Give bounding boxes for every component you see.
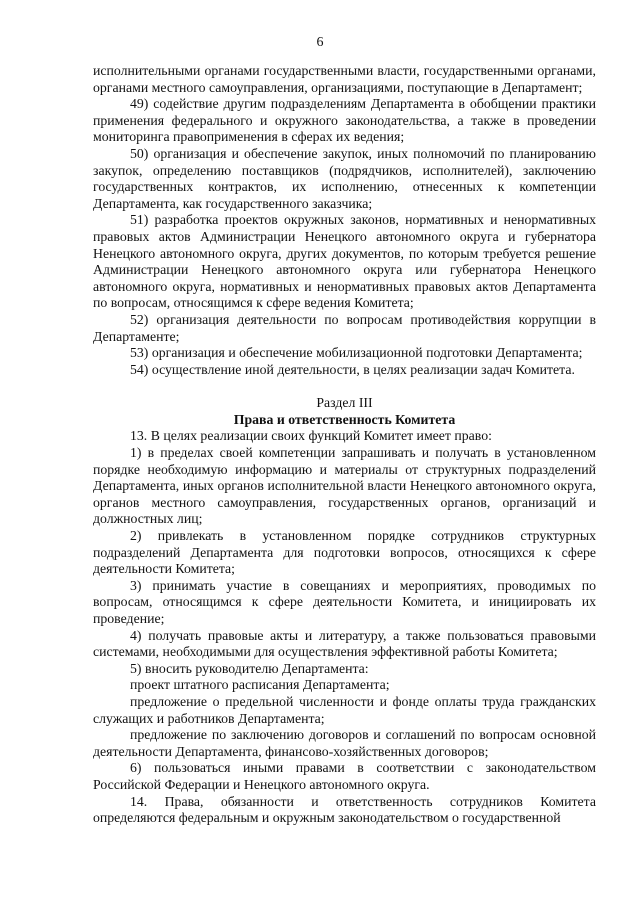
paragraph-item-54: 54) осуществление иной деятельности, в целях реализации задач Комитета. [130, 361, 575, 377]
section-title: Права и ответственность Комитета [233, 411, 456, 427]
paragraph-right-5: 5) вносить руководителю Департамента: [130, 660, 369, 676]
page-number: 6 [316, 35, 324, 50]
paragraph-clause-14: 14. Права, обязанности и ответственность сотрудников Комитета определяются федеральным и окружным законодательством о государственной [93, 793, 596, 826]
paragraph-item-49: 49) содействие другим подразделениям Департамента в обобщении практики применения федерального и окружного законодательства, а также в проведении мониторинга правоприменения в сферах их ведения; [93, 96, 596, 145]
paragraph-right-6: 6) пользоваться иными правами в соответствии с законодательством Российской Федерации и Ненецкого автономного округа. [93, 760, 596, 792]
paragraph-right-5-item-headcount: предложение о предельной численности и фонде оплаты труда гражданских служащих и работников Департамента; [93, 693, 596, 726]
paragraph-right-3: 3) принимать участие в совещаниях и мероприятиях, проводимых по вопросам, относящимся к сфере деятельности Комитета, и инициировать их проведение; [93, 577, 596, 626]
paragraph-clause-13: 13. В целях реализации своих функций Комитет имеет право: [130, 428, 492, 444]
paragraph-right-2: 2) привлекать в установленном порядке сотрудников структурных подразделений Департамента для подготовки вопросов, относящихся к сфере деятельности Комитета; [93, 528, 596, 577]
paragraph-item-52: 52) организация деятельности по вопросам противодействия коррупции в Департаменте; [93, 311, 596, 344]
paragraph-item-50: 50) организация и обеспечение закупок, иных полномочий по планированию закупок, определению поставщиков (подрядчиков, исполнителей), заключению государственных контрактов, их исполнению, отнесенных к компетенции Департамента, как государственного заказчика; [93, 145, 596, 211]
paragraph-continuation: исполнительными органами государственными власти, государственными органами, органами местного самоуправления, организациями, поступающие в Департамент; [93, 63, 596, 95]
paragraph-item-53: 53) организация и обеспечение мобилизационной подготовки Департамента; [130, 345, 583, 361]
paragraph-right-1: 1) в пределах своей компетенции запрашивать и получать в установленном порядке необходимую информацию и материалы от структурных подразделений Департамента, иных органов исполнительной власти Ненецкого автономного округа, органов местного самоуправления, государственных органов, организаций и должностных лиц; [93, 445, 596, 527]
section-label: Раздел III [316, 395, 373, 411]
paragraph-item-51: 51) разработка проектов окружных законов, нормативных и ненормативных правовых актов Администрации Ненецкого автономного округа и губернатора Ненецкого автономного округа, других документов, по которым требуется решение Администрации Ненецкого автономного округа или губернатора Ненецкого автономного округа, нормативных и ненормативных правовых актов Департамента по вопросам, относящимся к сфере ведения Комитета; [93, 212, 596, 311]
document-body [93, 63, 596, 827]
paragraph-right-5-item-contracts: предложение по заключению договоров и соглашений по вопросам основной деятельности Департамента, финансово-хозяйственных договоров; [93, 727, 596, 759]
paragraph-right-5-item-staff-schedule: проект штатного расписания Департамента; [130, 677, 390, 693]
paragraph-right-4: 4) получать правовые акты и литературу, а также пользоваться правовыми системами, необходимыми для осуществления эффективной работы Комитета; [93, 627, 596, 660]
